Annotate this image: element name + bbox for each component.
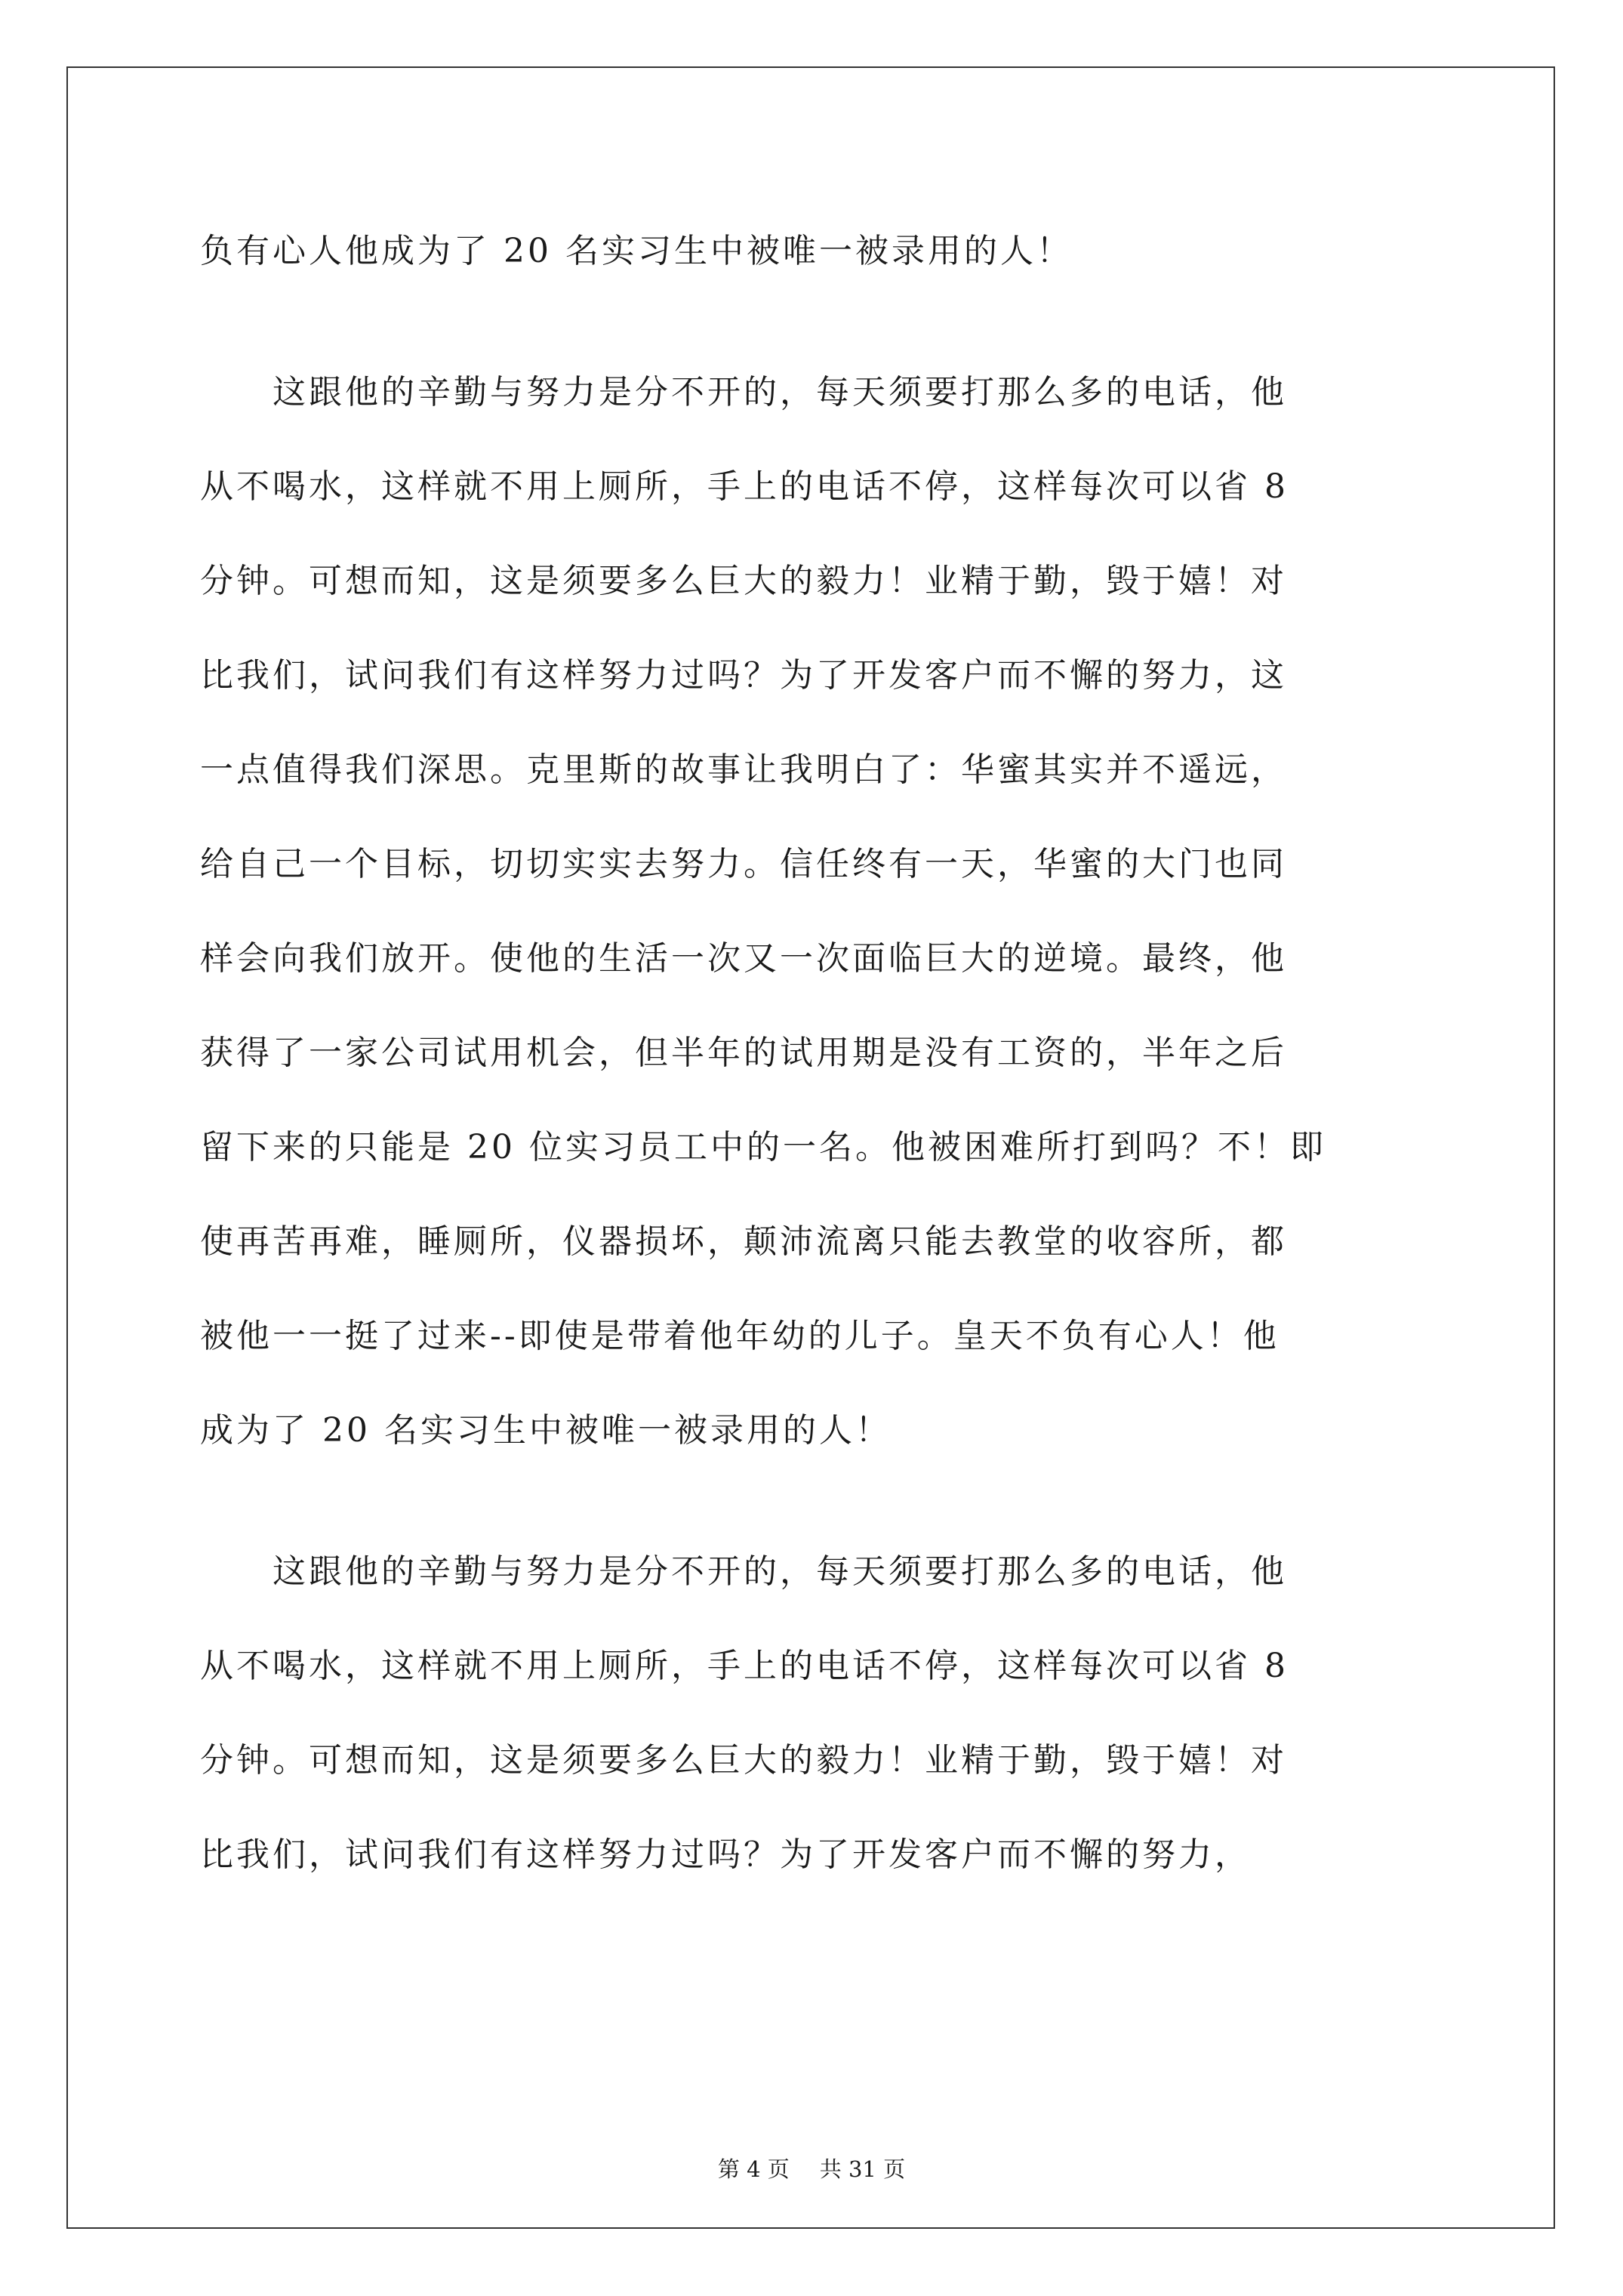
text-line: 获得了一家公司试用机会，但半年的试用期是没有工资的，半年之后 bbox=[200, 1034, 1287, 1072]
text-line: 负有心人他成为了 20 名实习生中被唯一被录用的人！ bbox=[200, 232, 1073, 270]
paragraph bbox=[200, 345, 1438, 1478]
text-line: 比我们，试问我们有这样努力过吗？为了开发客户而不懈的努力，这 bbox=[200, 656, 1287, 695]
text-line: 这跟他的辛勤与努力是分不开的，每天须要打那么多的电话，他 bbox=[200, 1552, 1287, 1591]
total-pages: 共 31 页 bbox=[819, 2156, 906, 2182]
text-line: 留下来的只能是 20 位实习员工中的一名。他被困难所打到吗？不！即 bbox=[200, 1128, 1326, 1166]
text-line: 一点值得我们深思。克里斯的故事让我明白了：华蜜其实并不遥远， bbox=[200, 750, 1287, 789]
text-line: 样会向我们放开。使他的生活一次又一次面临巨大的逆境。最终，他 bbox=[200, 939, 1287, 978]
text-line: 给自己一个目标，切切实实去努力。信任终有一天，华蜜的大门也同 bbox=[200, 845, 1287, 883]
page-number: 第 4 页 bbox=[717, 2156, 790, 2182]
page-footer bbox=[0, 2154, 1623, 2184]
text-line: 成为了 20 名实习生中被唯一被录用的人！ bbox=[200, 1411, 892, 1450]
text-line: 从不喝水，这样就不用上厕所，手上的电话不停，这样每次可以省 8 bbox=[200, 467, 1289, 506]
text-line: 从不喝水，这样就不用上厕所，手上的电话不停，这样每次可以省 8 bbox=[200, 1647, 1289, 1685]
document-body bbox=[200, 204, 1438, 1902]
text-line: 分钟。可想而知，这是须要多么巨大的毅力！业精于勤，毁于嬉！对 bbox=[200, 1741, 1287, 1780]
text-line: 被他一一挺了过来--即使是带着他年幼的儿子。皇天不负有心人！他 bbox=[200, 1317, 1280, 1355]
text-line: 比我们，试问我们有这样努力过吗？为了开发客户而不懈的努力， bbox=[200, 1835, 1251, 1874]
paragraph bbox=[200, 204, 1438, 298]
text-line: 使再苦再难，睡厕所，仪器损坏，颠沛流离只能去教堂的收容所，都 bbox=[200, 1222, 1287, 1261]
paragraph bbox=[200, 1524, 1438, 1902]
text-line: 这跟他的辛勤与努力是分不开的，每天须要打那么多的电话，他 bbox=[200, 373, 1287, 411]
text-line: 分钟。可想而知，这是须要多么巨大的毅力！业精于勤，毁于嬉！对 bbox=[200, 562, 1287, 600]
